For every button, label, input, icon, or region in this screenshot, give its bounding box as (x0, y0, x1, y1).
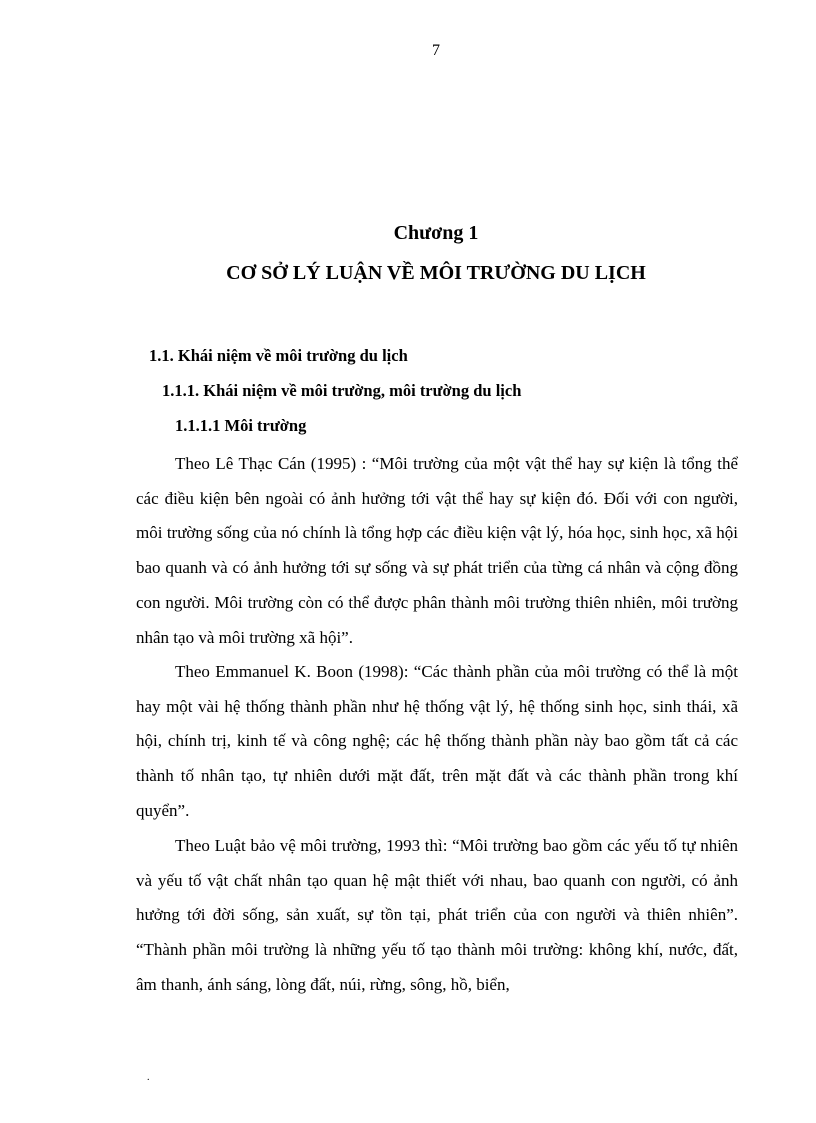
section-heading-1-1-1-1: 1.1.1.1 Môi trường (175, 416, 307, 435)
chapter-title: CƠ SỞ LÝ LUẬN VỀ MÔI TRƯỜNG DU LỊCH (226, 262, 646, 284)
body-paragraph: Theo Lê Thạc Cán (1995) : “Môi trường của một vật thể hay sự kiện là tổng thể các điều kiện bên ngoài có ảnh hưởng tới vật thể hay sự kiện đó. Đối với con người, môi trường sống của nó chính là tổng hợp các điều kiện vật lý, hóa học, sinh học, xã hội bao quanh và có ảnh hưởng tới sự sống và sự phát triển của từng cá nhân và cộng đồng con người. Môi trường còn có thể được phân thành môi trường thiên nhiên, môi trường nhân tạo và môi trường xã hội”. (136, 454, 738, 647)
chapter-label: Chương 1 (393, 222, 479, 244)
footer-mark: . (147, 1072, 150, 1083)
body-paragraph: Theo Luật bảo vệ môi trường, 1993 thì: “Môi trường bao gồm các yếu tố tự nhiên và yếu tố vật chất nhân tạo quan hệ mật thiết với nhau, bao quanh con người, có ảnh hưởng tới đời sống, sản xuất, sự tồn tại, phát triển của con người và thiên nhiên”. “Thành phần môi trường là những yếu tố tạo thành môi trường: không khí, nước, đất, âm thanh, ánh sáng, lòng đất, núi, rừng, sông, hồ, biển, (136, 836, 738, 994)
section-heading-1-1: 1.1. Khái niệm về môi trường du lịch (149, 346, 408, 365)
page-number: 7 (432, 42, 440, 59)
section-heading-1-1-1: 1.1.1. Khái niệm về môi trường, môi trường du lịch (162, 381, 522, 400)
body-paragraph: Theo Emmanuel K. Boon (1998): “Các thành phần của môi trường có thể là một hay một vài hệ thống thành phần như hệ thống vật lý, hệ thống sinh học, sinh thái, xã hội, chính trị, kinh tế và công nghệ; các hệ thống thành phần này bao gồm tất cả các thành tố nhân tạo, tự nhiên dưới mặt đất, trên mặt đất và các thành phần trong khí quyển”. (136, 662, 738, 820)
